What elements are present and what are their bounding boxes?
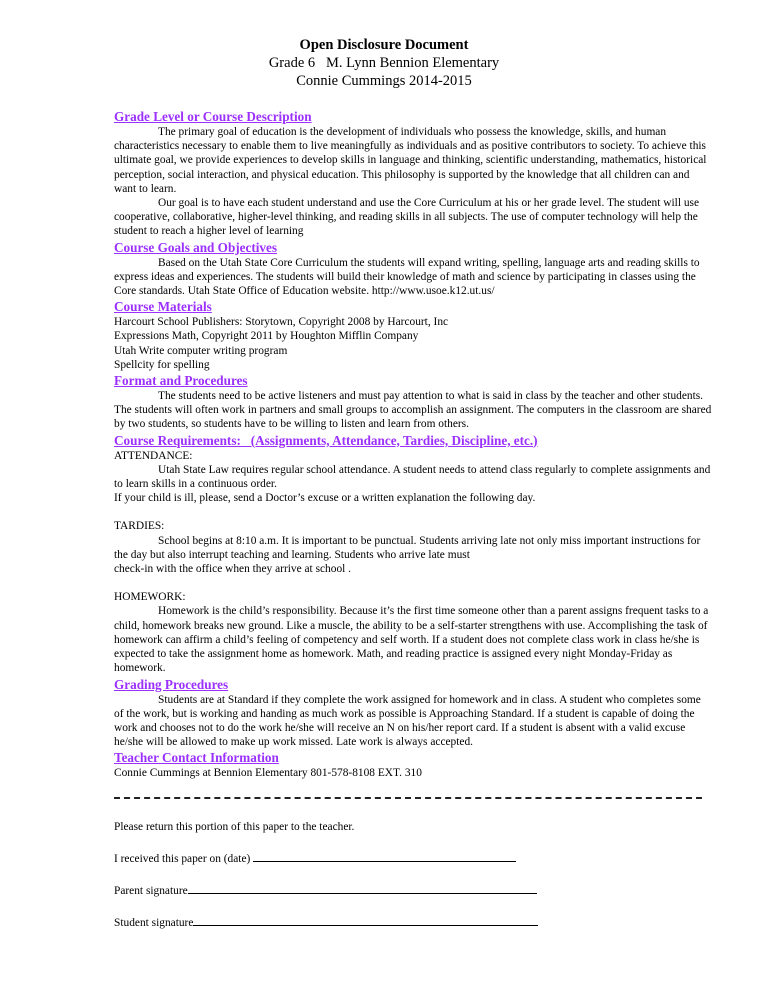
- homework-paragraph: Homework is the child’s responsibility. Because it’s the first time someone other than a parent assigns frequent tasks to a child, homework breaks new ground. Like a muscle, the ability to be a self-starter strengthens with use. Accomplishing the task of homework can affirm a child’s feeling of competency and self worth. If a student does not complete class work in class he/she is expected to take the assignment home as homework. Math, and reading practice is assigned every night Monday-Friday as homework.: [114, 605, 709, 675]
- section-title-contact: Teacher Contact Information: [114, 750, 279, 766]
- tardies-paragraph: School begins at 8:10 a.m. It is important to be punctual. Students arriving late not only miss important instructions for the day but also interrupt teaching and learning. Students who arrive late must: [114, 534, 701, 561]
- homework-label: HOMEWORK:: [114, 591, 186, 604]
- materials-item: Utah Write computer writing program: [114, 344, 288, 357]
- materials-item: Harcourt School Publishers: Storytown, Copyright 2008 by Harcourt, Inc: [114, 316, 449, 329]
- document-title: Open Disclosure Document: [299, 37, 469, 53]
- materials-item: Spellcity for spelling: [114, 358, 210, 371]
- student-signature-row: [114, 914, 538, 930]
- section-title-goals: Course Goals and Objectives: [114, 239, 278, 255]
- cut-line-divider: [114, 797, 702, 799]
- student-signature-label: Student signature: [114, 917, 194, 929]
- requirements-title-suffix: : (Assignments, Attendance, Tardies, Discipline, etc.): [236, 432, 538, 448]
- description-paragraph-2: Our goal is to have each student understand and use the Core Curriculum at his or her grade level. The student will use cooperative, collaborative, higher-level thinking, and reading skills in all subjects. The use of computer technology will help the student to reach a higher level of learning: [114, 197, 700, 238]
- section-title-materials: Course Materials: [114, 299, 212, 315]
- spacer: [114, 505, 712, 519]
- goals-paragraph: Based on the Utah State Core Curriculum the students will expand writing, spelling, language arts and reading skills to express ideas and experiences. The students will build their knowledge of math and science by participating in classes using the Core standards. Utah State Office of Education website. http://www.usoe.k12.ut.us/: [114, 256, 700, 298]
- attendance-label: ATTENDANCE:: [114, 449, 193, 462]
- teacher-year-line: Connie Cummings 2014-2015: [296, 73, 472, 89]
- return-instruction: Please return this portion of this paper to the teacher.: [114, 821, 355, 833]
- section-title-format: Format and Procedures: [114, 373, 248, 389]
- student-signature-field[interactable]: [193, 914, 538, 926]
- document-body: [114, 108, 712, 781]
- format-paragraph: The students need to be active listeners and must pay attention to what is said in class by the teacher and other students. The students will often work in partners and small groups to accomplish an assignment. The computers in the classroom are shared by two students, so students have to be willing to listen and learn from others.: [114, 390, 712, 431]
- attendance-note: If your child is ill, please, send a Doctor’s excuse or a written explanation the following day.: [114, 492, 536, 505]
- grading-paragraph: Students are at Standard if they complete the work assigned for homework and in class. A student who completes some of the work, but is working and handing as much work as possible is Approaching Standard. If a student is capable of doing the work and chooses not to do the work he/she will receive an N on his/her report card. If a student is absent with a valid excuse he/she will be allowed to make up work missed. Late work is always accepted.: [114, 693, 701, 749]
- materials-item: Expressions Math, Copyright 2011 by Houghton Mifflin Company: [114, 330, 419, 343]
- parent-signature-row: [114, 882, 538, 898]
- parent-signature-field[interactable]: [188, 882, 537, 894]
- document-header: [0, 36, 768, 90]
- tardies-label: TARDIES:: [114, 520, 165, 533]
- attendance-paragraph: Utah State Law requires regular school attendance. A student needs to attend class regularly to complete assignments and to learn skills in a continuous order.: [114, 463, 711, 491]
- section-title-description: Grade Level or Course Description: [114, 109, 312, 124]
- requirements-title: Course Requirements: [114, 432, 237, 448]
- parent-signature-label: Parent signature: [114, 885, 188, 897]
- contact-info: Connie Cummings at Bennion Elementary 801-578-8108 EXT. 310: [114, 767, 422, 780]
- school-line: Grade 6 M. Lynn Bennion Elementary: [268, 55, 500, 71]
- section-title-requirements: [114, 433, 712, 449]
- received-date-field[interactable]: [253, 850, 516, 862]
- received-date-row: [114, 850, 538, 866]
- return-form: [114, 820, 538, 946]
- description-paragraph-1: The primary goal of education is the development of individuals who possess the knowledge, skills, and human characteristics necessary to enable them to live meaningfully as individuals and as positive contributors to society. To achieve this ultimate goal, we provide experiences to develop skills in language and thinking, scientific understanding, mathematics, historical perception, social interaction, and physical education. This philosophy is supported by the knowledge that all children can and want to learn.: [114, 126, 707, 195]
- received-date-label: I received this paper on (date): [114, 853, 254, 865]
- section-title-grading: Grading Procedures: [114, 676, 229, 692]
- spacer: [114, 576, 712, 590]
- tardies-note: check-in with the office when they arrive at school .: [114, 563, 352, 576]
